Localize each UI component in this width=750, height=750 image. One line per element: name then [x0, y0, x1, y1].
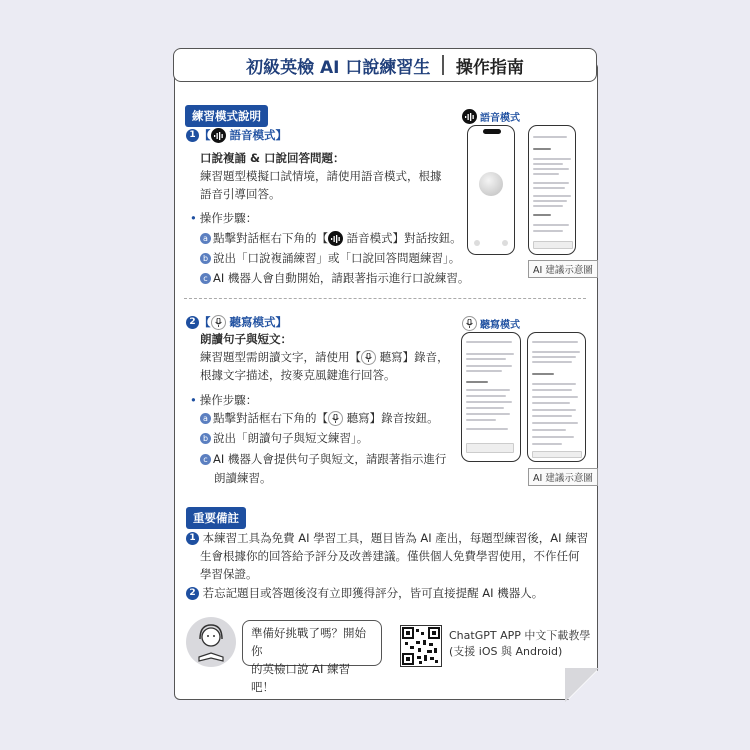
microphone-icon	[361, 350, 376, 365]
voice-orb	[479, 172, 503, 196]
note-2	[186, 586, 543, 601]
step-b-marker: b	[200, 253, 211, 264]
mode2-heading: 朗讀句子與短文：	[200, 332, 292, 346]
note-1-line-3: 學習保證。	[200, 567, 258, 581]
mode2-step-a-text2: 聽寫】錄音按鈕。	[346, 411, 439, 425]
step-c-marker: c	[200, 273, 211, 284]
mode1-step-c-text: AI 機器人會自動開始，請跟著指示進行口說練習。	[213, 271, 470, 285]
page-title	[173, 48, 597, 82]
step-c-marker: c	[200, 454, 211, 465]
mode2-caption: AI 建議示意圖	[528, 468, 598, 486]
mode1-steps-label: • 操作步驟：	[190, 211, 258, 225]
voice-mode-label	[462, 109, 520, 124]
voice-wave-icon	[211, 128, 226, 143]
mode1-bracket: 【	[199, 128, 211, 142]
mode1-step-a-text2: 語音模式】對話按鈕。	[346, 231, 462, 245]
mode1-step-b	[200, 251, 460, 266]
mode1-desc-2: 語音引導回答。	[200, 187, 281, 201]
mode2-desc-2: 根據文字描述，按麥克風鍵進行回答。	[200, 368, 396, 382]
dictation-mode-chat-screenshot	[527, 332, 586, 462]
notes-section-badge: 重要備註	[186, 507, 246, 529]
mode1-step-c	[200, 271, 469, 286]
mode1-caption: AI 建議示意圖	[528, 260, 598, 278]
mode2-steps-text: 操作步驟：	[199, 393, 258, 407]
mode2-title	[186, 315, 287, 330]
section-divider	[184, 298, 586, 299]
mode2-step-a	[200, 411, 439, 426]
mode1-desc-1: 練習題型模擬口試情境，請使用語音模式，根據	[200, 169, 442, 183]
mode2-step-b	[200, 431, 368, 446]
title-divider	[442, 55, 444, 75]
note-1-line-1	[186, 531, 588, 546]
app-download-line-2: (支援 iOS 與 Android)	[449, 645, 563, 658]
bubble-line-1: 準備好挑戰了嗎？開始你	[251, 626, 366, 658]
mode2-step-c-text1: AI 機器人會提供句子與短文，請跟著指示進行	[213, 452, 447, 466]
mode1-steps-text: 操作步驟：	[199, 211, 258, 225]
mode2-steps-label: • 操作步驟：	[190, 393, 258, 407]
bubble-line-2: 的英檢口說 AI 練習吧！	[251, 662, 351, 694]
qr-code[interactable]	[400, 625, 442, 667]
microphone-icon	[462, 316, 477, 331]
mode2-desc-1a: 練習題型需朗讀文字，請使用【	[200, 350, 361, 364]
voice-mode-chat-screenshot	[528, 125, 576, 255]
mode2-number: 2	[186, 316, 199, 329]
microphone-icon	[328, 411, 343, 426]
mode2-name: 聽寫模式】	[229, 315, 288, 329]
note-2-text: 若忘記題目或答題後沒有立即獲得評分，皆可直接提醒 AI 機器人。	[202, 586, 544, 600]
step-a-marker: a	[200, 413, 211, 424]
note-1-number: 1	[186, 532, 199, 545]
mode2-bracket: 【	[199, 315, 211, 329]
step-b-marker: b	[200, 433, 211, 444]
mode1-step-b-text: 說出「口說複誦練習」或「口說回答問題練習」。	[213, 251, 461, 265]
reading-avatar	[186, 617, 236, 667]
mode2-step-c	[200, 452, 446, 467]
voice-mode-label-text: 語音模式	[480, 113, 520, 124]
step-a-marker: a	[200, 233, 211, 244]
dictation-mode-phone-screenshot	[461, 332, 521, 462]
mode2-step-c-cont: 朗讀練習。	[214, 471, 272, 485]
mode2-desc-1	[200, 350, 449, 365]
title-sub: 操作指南	[455, 57, 524, 78]
note-1-line-2: 生會根據你的回答給予評分及改善建議。僅供個人免費學習使用，不作任何	[200, 549, 580, 563]
mode1-step-a	[200, 231, 462, 246]
mode2-desc-1b: 聽寫】錄音，	[379, 350, 449, 364]
note-1-text-1: 本練習工具為免費 AI 學習工具，題目皆為 AI 產出，每題型練習後，AI 練習	[202, 531, 589, 545]
voice-mode-phone-screenshot	[467, 125, 515, 255]
dictation-mode-label-text: 聽寫模式	[480, 320, 520, 331]
note-2-number: 2	[186, 587, 199, 600]
dictation-mode-label	[462, 316, 520, 331]
mode1-heading: 口說複誦 & 口說回答問題：	[200, 151, 345, 165]
mode1-name: 語音模式】	[229, 128, 288, 142]
app-download-info	[449, 628, 590, 660]
mode1-title	[186, 128, 287, 143]
app-download-line-1: ChatGPT APP 中文下載教學	[449, 629, 591, 642]
voice-wave-icon	[462, 109, 477, 124]
microphone-icon	[211, 315, 226, 330]
mode2-step-b-text: 說出「朗讀句子與短文練習」。	[213, 431, 369, 445]
mode2-step-a-text1: 點擊對話框右下角的【	[213, 411, 328, 425]
title-main: 初級英檢 AI 口說練習生	[246, 57, 431, 78]
mode1-number: 1	[186, 129, 199, 142]
mode-section-badge: 練習模式說明	[185, 105, 268, 127]
voice-wave-icon	[328, 231, 343, 246]
encouragement-bubble	[242, 620, 382, 694]
mode1-step-a-text1: 點擊對話框右下角的【	[213, 231, 328, 245]
